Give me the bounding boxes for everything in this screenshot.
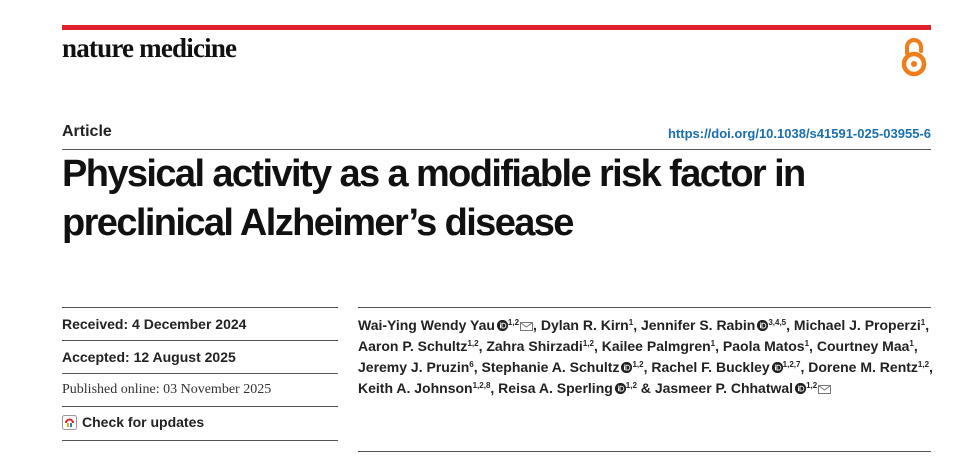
author-name-text: Jeremy J. Pruzin	[358, 359, 470, 375]
author-name[interactable]	[655, 380, 831, 396]
affiliation-marker[interactable]: 1	[920, 318, 926, 327]
author-name[interactable]	[486, 338, 594, 354]
doi-link[interactable]: https://doi.org/10.1038/s41591-025-03955-6	[667, 126, 931, 141]
orcid-icon[interactable]	[621, 362, 632, 373]
meta-divider	[62, 440, 338, 441]
author-name-text: Reisa A. Sperling	[498, 380, 613, 396]
affiliation-marker[interactable]: 1	[909, 339, 914, 348]
affiliation-marker[interactable]: 1,2	[917, 360, 930, 369]
accepted-date: Accepted: 12 August 2025	[62, 349, 236, 365]
author-name-text: Zahra Shirzadi	[486, 338, 583, 354]
affiliation-marker[interactable]: 1,2	[806, 381, 818, 390]
check-updates-icon	[62, 415, 77, 430]
author-name[interactable]	[602, 338, 715, 354]
author-name[interactable]	[641, 317, 786, 333]
title-line-1: Physical activity as a modifiable risk factor in	[62, 153, 805, 195]
authors-bottom-divider	[358, 451, 931, 452]
orcid-icon[interactable]	[795, 383, 806, 394]
author-name-text: Paola Matos	[722, 338, 805, 354]
author-name[interactable]	[794, 317, 925, 333]
author-name[interactable]	[817, 338, 914, 354]
article-title	[62, 150, 942, 248]
meta-divider	[62, 340, 338, 341]
author-name-text: Dorene M. Rentz	[808, 359, 918, 375]
authors-divider	[358, 307, 931, 308]
meta-divider	[62, 373, 338, 374]
email-icon[interactable]	[818, 385, 831, 394]
author-name-text: Courtney Maa	[816, 338, 910, 354]
author-name[interactable]	[482, 359, 644, 375]
affiliation-marker[interactable]: 1,2,7	[782, 360, 801, 369]
author-name-text: Wai-Ying Wendy Yau	[358, 317, 495, 333]
orcid-icon[interactable]	[757, 320, 768, 331]
author-name-text: Michael J. Properzi	[793, 317, 921, 333]
affiliation-marker[interactable]: 1,2	[582, 339, 594, 348]
meta-divider	[62, 307, 338, 308]
author-name-text: Stephanie A. Schultz	[481, 359, 620, 375]
affiliation-marker[interactable]: 1	[710, 339, 716, 348]
author-name[interactable]	[723, 338, 809, 354]
affiliation-marker[interactable]: 1	[804, 339, 810, 348]
title-line-2: preclinical Alzheimer’s disease	[62, 202, 573, 244]
affiliation-marker[interactable]: 6	[469, 360, 474, 369]
affiliation-marker[interactable]: 1	[628, 318, 634, 327]
author-list: Wai-Ying Wendy Yau $^{1,2}$ , Dylan R. Kirn$^1$, Jennifer S. Rabin $^{3,4,5}$, Michael J. Properzi$^1$, Aaron P. Schultz$^{1,2}$, Zahra Shirzadi$^{1,2}$, Kailee Palmgren$^1$, Paola Matos$^1$, Courtney Maa$^1$, Jeremy J. Pruzin$^6$, Stephanie A. Schultz $^{1,2}$, Rachel F. Buckley $^{1,2,7}$, Dorene M. Rentz$^{1,2}$, Keith A. Johnson$^{1,2,8}$, Reisa A. Sperling $^{1,2}$ & Jasmeer P. Chhatwal $^{1,2}$	[358, 317, 933, 396]
author-name-text: Keith A. Johnson	[358, 380, 473, 396]
author-name[interactable]	[358, 317, 533, 333]
affiliation-marker[interactable]: 3,4,5	[768, 318, 787, 327]
affiliation-marker[interactable]: 1,2	[467, 339, 479, 348]
affiliation-marker[interactable]: 1,2	[625, 381, 637, 390]
affiliation-marker[interactable]: 1,2,8	[472, 381, 491, 390]
email-icon[interactable]	[520, 322, 533, 331]
author-name-text: Kailee Palmgren	[601, 338, 711, 354]
author-name-text: Aaron P. Schultz	[358, 338, 468, 354]
meta-divider	[62, 406, 338, 407]
author-name[interactable]	[358, 359, 474, 375]
author-name-text: Jennifer S. Rabin	[640, 317, 756, 333]
affiliation-marker[interactable]: 1,2	[507, 318, 520, 327]
published-date: Published online: 03 November 2025	[62, 382, 272, 397]
author-name-text: Rachel F. Buckley	[651, 359, 770, 375]
author-name[interactable]	[358, 380, 490, 396]
journal-name[interactable]: nature medicine	[62, 33, 237, 63]
orcid-icon[interactable]	[772, 362, 783, 373]
author-name[interactable]	[651, 359, 800, 375]
received-date: Received: 4 December 2024	[62, 316, 247, 332]
affiliation-marker[interactable]: 1,2	[632, 360, 644, 369]
author-name[interactable]	[358, 338, 479, 354]
journal-header-bar	[62, 25, 931, 30]
orcid-icon[interactable]	[497, 320, 508, 331]
author-name[interactable]	[541, 317, 633, 333]
author-name-text: Jasmeer P. Chhatwal	[654, 380, 794, 396]
author-name-text: Dylan R. Kirn	[540, 317, 629, 333]
orcid-icon[interactable]	[615, 383, 626, 394]
check-updates-button[interactable]	[62, 414, 204, 430]
check-updates-label: Check for updates	[82, 414, 205, 430]
article-type: Article	[62, 123, 112, 140]
author-name[interactable]	[808, 359, 929, 375]
open-access-icon[interactable]	[898, 36, 930, 78]
author-name[interactable]	[498, 380, 637, 396]
